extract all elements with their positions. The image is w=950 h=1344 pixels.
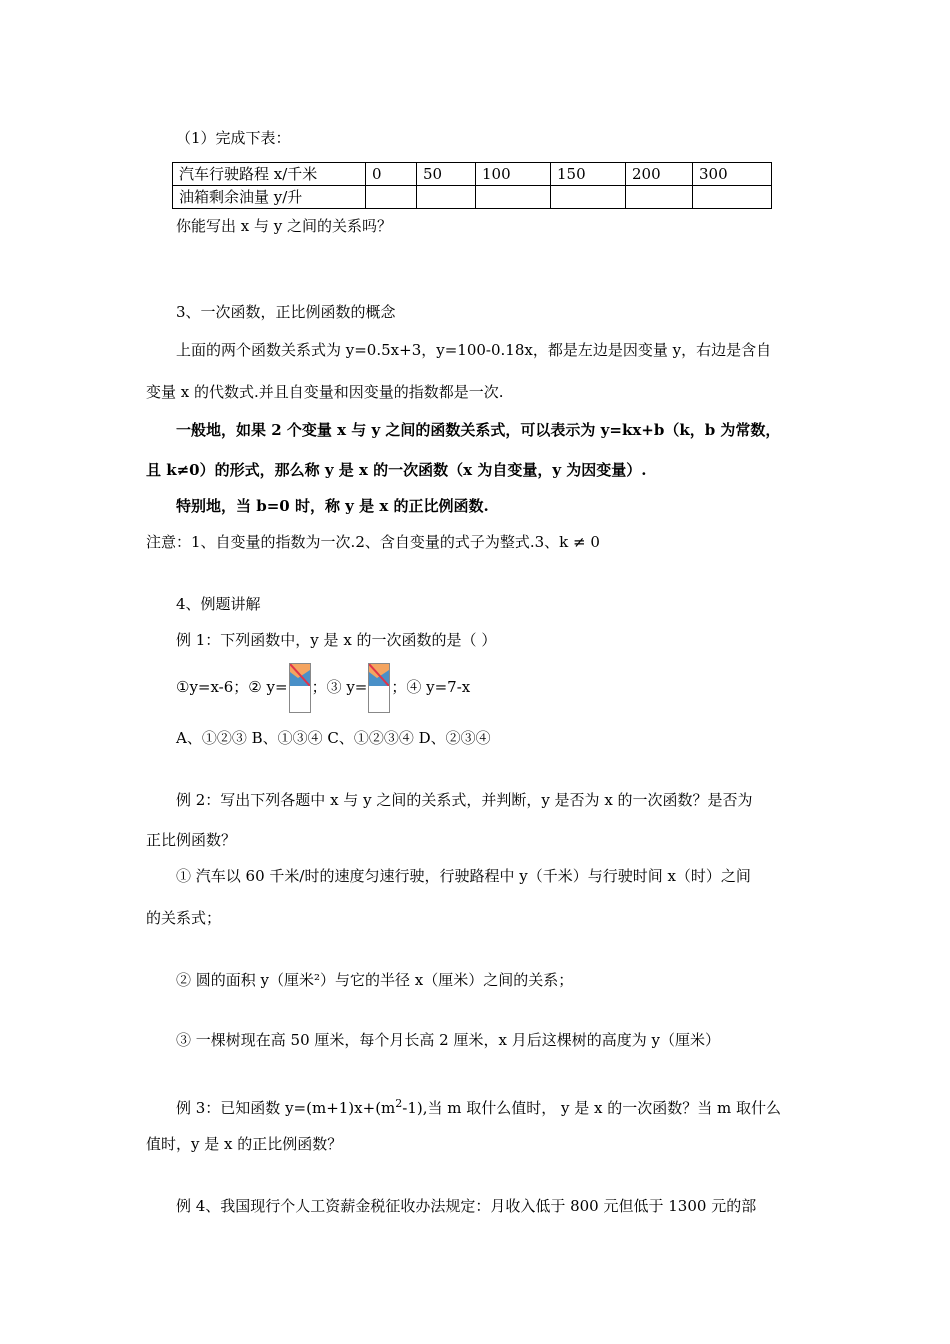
example-2-line1: 例 2：写出下列各题中 x 与 y 之间的关系式，并判断，y 是否为 x 的一次函数？是否为	[176, 791, 753, 809]
option-4: ；④ y=7-x	[391, 678, 471, 696]
row-label-distance: 汽车行驶路程 x/千米	[173, 163, 366, 186]
example-1-choices: A、①②③ B、①③④ C、①②③④ D、②③④	[176, 729, 491, 747]
exponent: 2	[395, 1097, 403, 1110]
table-cell: 300	[693, 163, 772, 186]
option-1-2: ①y=x-6；② y=	[176, 678, 288, 696]
example-3-text-cont: -1),当 m 取什么值时， y 是 x 的一次函数？当 m 取什么	[402, 1099, 782, 1117]
example-2-item2: ② 圆的面积 y（厘米²）与它的半径 x（厘米）之间的关系；	[176, 971, 574, 989]
q1-question: 你能写出 x 与 y 之间的关系吗？	[176, 217, 393, 235]
table-cell[interactable]	[417, 186, 476, 209]
example-1-question: 例 1：下列函数中，y 是 x 的一次函数的是（ ）	[176, 631, 497, 649]
definition-line1: 一般地，如果 2 个变量 x 与 y 之间的函数关系式，可以表示为 y=kx+b（k，b 为常数，	[176, 421, 781, 439]
example-2-item3: ③ 一棵树现在高 50 厘米，每个月长高 2 厘米，x 月后这棵树的高度为 y（厘米）	[176, 1031, 720, 1049]
example-3-line1	[176, 1094, 781, 1118]
example-3-line2: 值时，y 是 x 的正比例函数？	[146, 1135, 343, 1153]
table-cell: 0	[366, 163, 417, 186]
section-4-title: 4、例题讲解	[176, 595, 261, 613]
example-2-item1-line2: 的关系式；	[146, 909, 222, 927]
definition-line2: 且 k≠0）的形式，那么称 y 是 x 的一次函数（x 为自变量，y 为因变量）.	[146, 461, 647, 479]
example-2-line2: 正比例函数？	[146, 831, 237, 849]
q1-heading: （1）完成下表：	[176, 129, 291, 147]
table-cell: 200	[626, 163, 693, 186]
table-cell: 100	[476, 163, 551, 186]
formula-image-placeholder	[368, 663, 390, 713]
example-1-options	[176, 662, 470, 713]
table-cell[interactable]	[626, 186, 693, 209]
formula-image-placeholder	[289, 663, 311, 713]
table-cell[interactable]	[551, 186, 626, 209]
table-row	[173, 163, 772, 186]
table-cell[interactable]	[366, 186, 417, 209]
table-cell: 50	[417, 163, 476, 186]
special-case: 特别地，当 b=0 时，称 y 是 x 的正比例函数.	[176, 497, 489, 515]
option-3: ；③ y=	[311, 678, 368, 696]
data-table	[172, 162, 772, 209]
row-label-fuel: 油箱剩余油量 y/升	[173, 186, 366, 209]
section-3-title: 3、一次函数，正比例函数的概念	[176, 303, 396, 321]
table-cell: 150	[551, 163, 626, 186]
note: 注意：1、自变量的指数为一次.2、含自变量的式子为整式.3、k ≠ 0	[146, 533, 600, 551]
example-2-item1-line1: ① 汽车以 60 千米/时的速度匀速行驶，行驶路程中 y（千米）与行驶时间 x（时）之间	[176, 867, 751, 885]
table-cell[interactable]	[693, 186, 772, 209]
example-4: 例 4、我国现行个人工资薪金税征收办法规定：月收入低于 800 元但低于 1300 元的部	[176, 1197, 757, 1215]
table-row	[173, 186, 772, 209]
sec3-para-line2: 变量 x 的代数式.并且自变量和因变量的指数都是一次.	[146, 383, 504, 401]
sec3-para-line1: 上面的两个函数关系式为 y=0.5x+3，y=100-0.18x，都是左边是因变量 y，右边是含自	[176, 341, 772, 359]
table-cell[interactable]	[476, 186, 551, 209]
example-3-text: 例 3：已知函数 y=(m+1)x+(m	[176, 1099, 396, 1117]
